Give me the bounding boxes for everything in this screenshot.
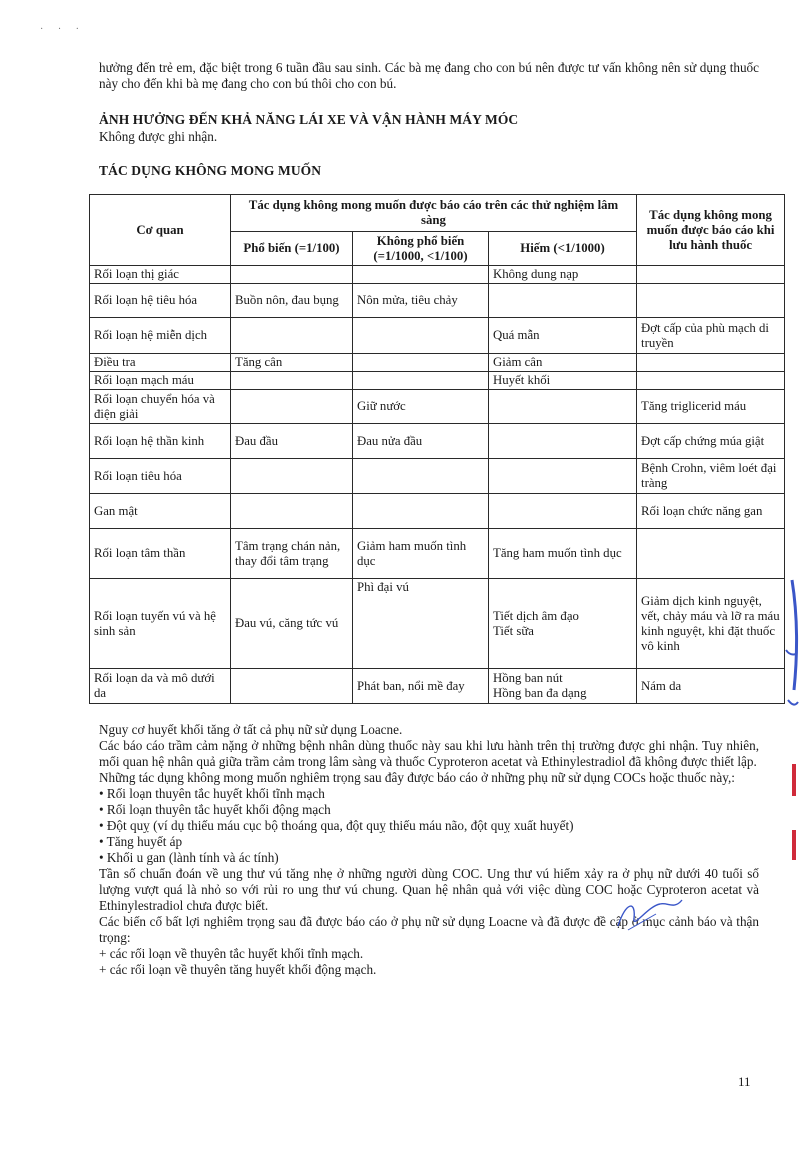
list-item: • Rối loạn thuyên tắc huyết khối tĩnh mạch	[99, 786, 325, 801]
rare-cell	[489, 669, 637, 704]
organ-cell: Gan mật	[90, 494, 231, 529]
rare-item: Hồng ban đa dạng	[493, 686, 587, 700]
post-cell: Giảm dịch kinh nguyệt, vết, chảy máu và lỡ ra máu kinh nguyệt, khi đặt thuốc vô kinh	[637, 579, 785, 669]
adverse-effects-heading: TÁC DỤNG KHÔNG MONG MUỐN	[99, 163, 322, 178]
organ-cell: Rối loạn tiêu hóa	[90, 459, 231, 494]
rare-item: Tiết dịch âm đạo	[493, 608, 579, 623]
uncommon-cell: Giữ nước	[353, 390, 489, 424]
adverse-effects-table	[89, 194, 785, 704]
stamp-edge-mark	[770, 570, 800, 750]
rare-cell	[489, 390, 637, 424]
organ-cell: Rối loạn mạch máu	[90, 372, 231, 390]
table-row	[90, 529, 785, 579]
header-post-marketing: Tác dụng không mong muốn được báo cáo khi lưu hành thuốc	[637, 195, 785, 266]
page-number: 11	[738, 1074, 751, 1089]
organ-cell: Rối loạn hệ thần kinh	[90, 424, 231, 459]
post-cell	[637, 354, 785, 372]
post-cell: Rối loạn chức năng gan	[637, 494, 785, 529]
header-organ: Cơ quan	[90, 195, 231, 266]
header-uncommon: Không phổ biến (=1/1000, <1/100)	[353, 232, 489, 266]
table-row	[90, 424, 785, 459]
scan-artifact-marks: · · ·	[40, 24, 85, 35]
common-cell	[231, 494, 353, 529]
driving-text: Không được ghi nhận.	[99, 129, 218, 144]
common-cell	[231, 372, 353, 390]
common-cell	[231, 459, 353, 494]
post-cell	[637, 372, 785, 390]
uncommon-cell: Đau nửa đầu	[353, 424, 489, 459]
organ-cell: Rối loạn tuyến vú và hệ sinh sản	[90, 579, 231, 669]
list-item: • Đột quỵ (ví dụ thiếu máu cục bộ thoáng qua, đột quỵ thiếu máu não, đột quỵ xuất huyết)	[99, 818, 574, 833]
organ-cell: Rối loạn hệ tiêu hóa	[90, 284, 231, 318]
table-row	[90, 372, 785, 390]
paragraph: Nguy cơ huyết khối tăng ở tất cả phụ nữ sử dụng Loacne.	[99, 722, 403, 737]
organ-cell: Rối loạn hệ miễn dịch	[90, 318, 231, 354]
rare-item: Hồng ban nút	[493, 671, 563, 685]
post-cell	[637, 266, 785, 284]
paragraph: Những tác dụng không mong muốn nghiêm trọng sau đây được báo cáo ở những phụ nữ sử dụng COCs hoặc thuốc này,:	[99, 770, 735, 785]
uncommon-cell	[353, 318, 489, 354]
post-cell: Bệnh Crohn, viêm loét đại tràng	[637, 459, 785, 494]
table-row	[90, 669, 785, 704]
rare-cell	[489, 424, 637, 459]
rare-cell	[489, 284, 637, 318]
stamp-red-mark	[784, 760, 800, 880]
signature-mark	[608, 896, 688, 936]
table-row	[90, 284, 785, 318]
header-common: Phổ biến (=1/100)	[231, 232, 353, 266]
rare-cell: Quá mẫn	[489, 318, 637, 354]
rare-cell: Không dung nạp	[489, 266, 637, 284]
common-cell: Đau vú, căng tức vú	[231, 579, 353, 669]
rare-cell	[489, 494, 637, 529]
rare-cell	[489, 579, 637, 669]
post-cell	[637, 529, 785, 579]
list-item: + các rối loạn về thuyên tắc huyết khối tĩnh mạch.	[99, 946, 364, 961]
list-item: + các rối loạn về thuyên tăng huyết khối động mạch.	[99, 962, 377, 977]
table-row	[90, 494, 785, 529]
list-item: • Rối loạn thuyên tắc huyết khối động mạch	[99, 802, 331, 817]
uncommon-cell	[353, 459, 489, 494]
uncommon-cell	[353, 494, 489, 529]
paragraph: Tần số chuẩn đoán về ung thư vú tăng nhẹ ở những người dùng COC. Ung thư vú hiếm xảy ra ở phụ nữ dưới 40 tuổi số lượng vượt quá là nhỏ so với rủi ro ung thư vú chung. Quan hệ nhân quả với việc dùng COC hoặc Cyproteron acetat và Ethinylestradiol chưa được biết.	[99, 866, 759, 913]
common-cell	[231, 266, 353, 284]
organ-cell: Điều tra	[90, 354, 231, 372]
table-row	[90, 354, 785, 372]
paragraph: Các biến cố bất lợi nghiêm trọng sau đã được báo cáo ở phụ nữ sử dụng Loacne và đã được đề cập ở mục cảnh báo và thận trọng:	[99, 914, 759, 945]
uncommon-cell	[353, 354, 489, 372]
post-cell: Nám da	[637, 669, 785, 704]
intro-paragraph: hưởng đến trẻ em, đặc biệt trong 6 tuần đầu sau sinh. Các bà mẹ đang cho con bú nên được tư vấn không nên sử dụng thuốc này cho đến khi bà mẹ đang cho con bú thôi cho con bú.	[99, 60, 759, 91]
list-item: • Tăng huyết áp	[99, 834, 183, 849]
organ-cell: Rối loạn tâm thần	[90, 529, 231, 579]
uncommon-cell	[353, 372, 489, 390]
uncommon-cell: Nôn mửa, tiêu chảy	[353, 284, 489, 318]
header-clinical-trials: Tác dụng không mong muốn được báo cáo trên các thử nghiệm lâm sàng	[231, 195, 637, 232]
uncommon-cell: Giảm ham muốn tình dục	[353, 529, 489, 579]
common-cell	[231, 318, 353, 354]
post-cell	[637, 284, 785, 318]
organ-cell: Rối loạn da và mô dưới da	[90, 669, 231, 704]
driving-heading: ẢNH HƯỞNG ĐẾN KHẢ NĂNG LÁI XE VÀ VẬN HÀNH MÁY MÓC	[99, 112, 519, 127]
rare-cell: Tăng ham muốn tình dục	[489, 529, 637, 579]
table-row	[90, 579, 785, 669]
common-cell: Tâm trạng chán nản, thay đổi tâm trạng	[231, 529, 353, 579]
common-cell: Tăng cân	[231, 354, 353, 372]
table-row	[90, 459, 785, 494]
paragraph: Các báo cáo trầm cảm nặng ở những bệnh nhân dùng thuốc này sau khi lưu hành trên thị trường được ghi nhận. Tuy nhiên, mối quan hệ nhân quả giữa trầm cảm trong lâm sàng và thuốc Cyproteron acetat và Ethinylestradiol đã không được thiết lập.	[99, 738, 759, 769]
rare-cell	[489, 459, 637, 494]
common-cell: Buồn nôn, đau bụng	[231, 284, 353, 318]
table-row	[90, 266, 785, 284]
organ-cell: Rối loạn thị giác	[90, 266, 231, 284]
post-cell: Đợt cấp chứng múa giật	[637, 424, 785, 459]
common-cell	[231, 390, 353, 424]
table-row	[90, 318, 785, 354]
organ-cell: Rối loạn chuyển hóa và điện giải	[90, 390, 231, 424]
common-cell	[231, 669, 353, 704]
list-item: • Khối u gan (lành tính và ác tính)	[99, 850, 279, 865]
uncommon-cell: Phát ban, nổi mề đay	[353, 669, 489, 704]
rare-cell: Giảm cân	[489, 354, 637, 372]
post-cell: Tăng triglicerid máu	[637, 390, 785, 424]
table-row	[90, 390, 785, 424]
uncommon-cell: Phì đại vú	[353, 579, 489, 669]
post-cell: Đợt cấp của phù mạch di truyền	[637, 318, 785, 354]
uncommon-cell	[353, 266, 489, 284]
rare-cell: Huyết khối	[489, 372, 637, 390]
common-cell: Đau đầu	[231, 424, 353, 459]
rare-item: Tiết sữa	[493, 623, 534, 638]
after-table-section	[99, 722, 759, 978]
header-rare: Hiếm (<1/1000)	[489, 232, 637, 266]
